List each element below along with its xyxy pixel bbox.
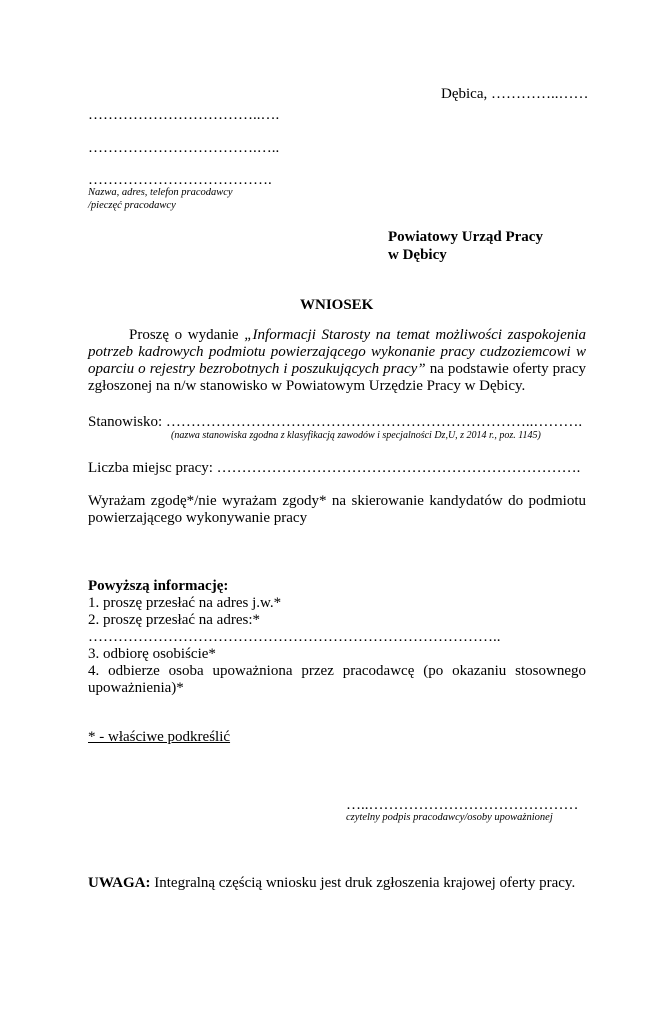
document-title: WNIOSEK [300,297,374,313]
notice [88,875,575,892]
employer-line-1: ……………………………..…. [88,107,280,123]
signature-caption: czytelny podpis pracodawcy/osoby upoważnionej [346,812,553,823]
place-date: Dębica, …………..…… [441,86,589,102]
info-option-2: 2. proszę przesłać na adres:* [88,612,261,628]
consent-paragraph: Wyrażam zgodę*/nie wyrażam zgody* na skierowanie kandydatów do podmiotu powierzającego wykonywanie pracy [88,493,586,526]
employer-caption-1: Nazwa, adres, telefon pracodawcy [88,187,233,198]
info-option-2-line: ……………………………………………………………………….. [88,629,501,645]
employer-caption-2: /pieczęć pracodawcy [88,200,176,211]
info-option-4: 4. odbierze osoba upoważniona przez pracodawcę (po okazaniu stosownego upoważnienia)* [88,663,586,696]
info-option-1: 1. proszę przesłać na adres j.w.* [88,595,282,611]
intro-paragraph [88,327,586,395]
intro-pre: Proszę o wydanie [129,327,245,343]
intro-italic: „Informacji Starosty na temat możliwości zaspokojenia potrzeb kadrowych podmiotu powierzającego wykonanie pracy cudzoziemcowi w oparciu o rejestry bezrobotnych i poszukujących pracy” [88,327,586,377]
footnote: * - właściwe podkreślić [88,729,231,745]
position-note: (nazwa stanowiska zgodna z klasyfikacją zawodów i specjalności Dz,U, z 2014 r., poz. 1145) [171,430,541,441]
recipient-line-2: w Dębicy [388,247,447,263]
recipient-line-1: Powiatowy Urząd Pracy [388,229,543,245]
position-field: Stanowisko: ………………………………………………………………..………. [88,414,583,430]
job-count-field: Liczba miejsc pracy: ………………………………………………………………. [88,460,581,476]
info-heading: Powyższą informację: [88,578,229,594]
employer-line-3: ………………………………. [88,172,272,188]
signature-line: …..…………………………………… [346,797,579,813]
employer-line-2: …………………………….….. [88,140,280,156]
intro-post: na podstawie oferty pracy zgłoszonej na n/w stanowisko w Powiatowym Urzędzie Pracy w Dębicy. [88,361,586,394]
notice-label: UWAGA: [88,875,151,891]
info-option-3: 3. odbiorę osobiście* [88,646,216,662]
notice-text: Integralną częścią wniosku jest druk zgłoszenia krajowej oferty pracy. [150,875,576,891]
